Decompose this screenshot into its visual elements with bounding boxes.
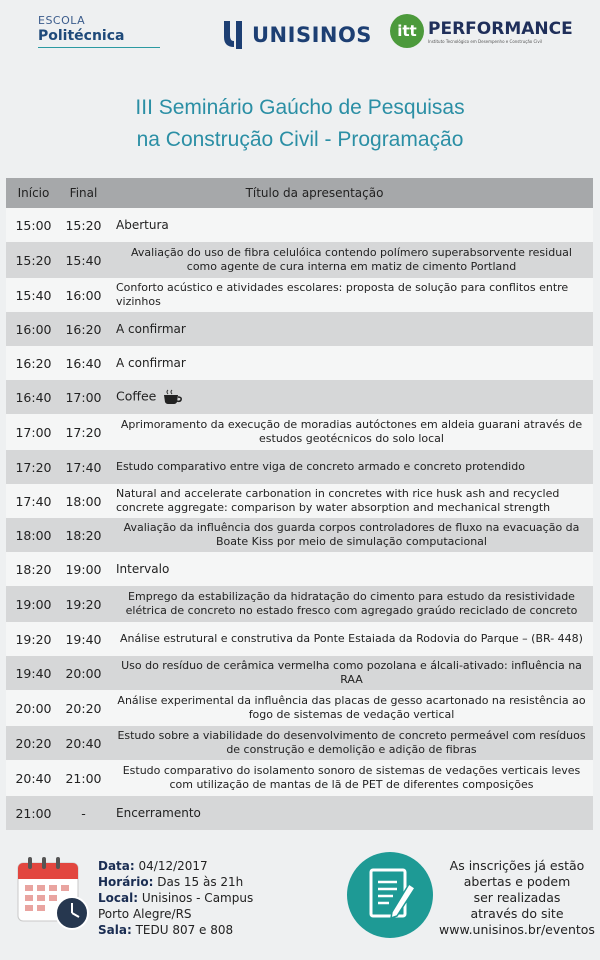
signup-line-4: através do site xyxy=(470,906,564,921)
title-line-1: III Seminário Gaúcho de Pesquisas xyxy=(135,96,465,119)
table-row xyxy=(6,726,593,760)
table-row xyxy=(6,796,593,830)
itt-logo-icon: itt xyxy=(390,14,424,48)
row-title xyxy=(106,460,593,474)
row-start-time: 19:20 xyxy=(15,631,52,647)
row-start-time: 17:40 xyxy=(15,493,52,509)
row-end-time: 19:20 xyxy=(65,596,102,612)
escola-politecnica-logo xyxy=(38,14,124,45)
table-header xyxy=(6,178,593,208)
row-start-time: 17:00 xyxy=(15,424,52,440)
title-line-2: na Construção Civil - Programação xyxy=(136,128,464,151)
place-value: Unisinos - Campus xyxy=(141,891,254,905)
row-start-time: 16:00 xyxy=(15,321,52,337)
row-start-time: 15:00 xyxy=(15,217,52,233)
table-row xyxy=(6,656,593,690)
row-title-text: Intervalo xyxy=(116,562,170,576)
row-end-time: 20:00 xyxy=(65,665,102,681)
row-start-time: 20:20 xyxy=(15,735,52,751)
row-title xyxy=(106,246,593,274)
header-title: Título da apresentação xyxy=(245,186,384,200)
row-end-time: 21:00 xyxy=(65,770,102,786)
row-title-text: Coffee xyxy=(116,388,157,404)
row-title xyxy=(106,389,593,405)
table-row xyxy=(6,760,593,796)
table-row xyxy=(6,312,593,346)
row-start-time: 17:20 xyxy=(15,459,52,475)
table-row xyxy=(6,484,593,518)
row-title xyxy=(106,281,593,309)
row-end-time: 18:00 xyxy=(65,493,102,509)
row-title xyxy=(106,218,593,232)
row-title-text: Análise experimental da influência das placas de gesso acartonado na resistência ao fogo de sistemas de vedação vertical xyxy=(117,694,586,721)
row-title xyxy=(106,590,593,618)
row-start-time: 20:40 xyxy=(15,770,52,786)
row-title xyxy=(106,729,593,757)
unisinos-logo xyxy=(222,18,372,52)
header-start: Início xyxy=(17,186,50,200)
row-title xyxy=(106,764,593,792)
unisinos-mark-icon xyxy=(222,19,248,51)
signup-url-link[interactable]: www.unisinos.br/eventos xyxy=(439,922,595,937)
table-row xyxy=(6,552,593,586)
table-row xyxy=(6,586,593,622)
row-end-time: 16:00 xyxy=(65,287,102,303)
row-title-text: Estudo comparativo entre viga de concreto armado e concreto protendido xyxy=(116,460,525,473)
header-end: Final xyxy=(69,186,98,200)
coffee-cup-icon xyxy=(162,389,184,405)
date-label: Data: xyxy=(98,859,135,873)
row-start-time: 21:00 xyxy=(15,805,52,821)
row-end-time: 17:20 xyxy=(65,424,102,440)
table-row xyxy=(6,346,593,380)
event-info xyxy=(98,858,253,938)
row-title xyxy=(106,418,593,446)
row-title-text: Avaliação da influência dos guarda corpos controladores de fluxo na evacuação da Boate Kiss por meio de simulação computacional xyxy=(123,521,580,548)
row-title xyxy=(106,659,593,687)
date-value: 04/12/2017 xyxy=(138,859,208,873)
page-title xyxy=(0,92,600,156)
unisinos-text: UNISINOS xyxy=(252,23,372,47)
row-start-time: 19:40 xyxy=(15,665,52,681)
row-end-time: 16:40 xyxy=(65,355,102,371)
escola-underline xyxy=(38,47,160,48)
table-row xyxy=(6,208,593,242)
row-end-time: - xyxy=(81,805,86,821)
row-start-time: 18:20 xyxy=(15,561,52,577)
table-row xyxy=(6,414,593,450)
escola-label: ESCOLA xyxy=(38,14,86,27)
row-title xyxy=(106,322,593,336)
politecnica-label: Politécnica xyxy=(38,28,125,44)
registration-document-icon xyxy=(347,852,433,938)
row-start-time: 19:00 xyxy=(15,596,52,612)
table-row xyxy=(6,518,593,552)
row-start-time: 18:00 xyxy=(15,527,52,543)
row-end-time: 15:40 xyxy=(65,252,102,268)
row-start-time: 16:20 xyxy=(15,355,52,371)
row-title-text: Uso do resíduo de cerâmica vermelha como pozolana e álcali-ativado: influência na RAA xyxy=(121,659,582,686)
row-title-text: A confirmar xyxy=(116,356,186,370)
row-title-text: Aprimoramento da execução de moradias autóctones em aldeia guarani através de estudos geotécnicos do solo local xyxy=(120,418,583,445)
row-title-text: Emprego da estabilização da hidratação do cimento para estudo da resistividade elétrica de concreto no estado fresco com agregado graúdo reciclado de concreto xyxy=(125,590,578,617)
row-title xyxy=(106,632,593,646)
row-title xyxy=(106,487,593,515)
table-body xyxy=(6,208,593,830)
row-title xyxy=(106,806,593,820)
row-end-time: 17:00 xyxy=(65,389,102,405)
row-end-time: 17:40 xyxy=(65,459,102,475)
row-start-time: 15:20 xyxy=(15,252,52,268)
row-title-text: Natural and accelerate carbonation in concretes with rice husk ash and recycled concrete aggregate: comparison by water absorption and mechanical strength xyxy=(116,487,560,514)
time-label: Horário: xyxy=(98,875,154,889)
performance-subtitle: Instituto Tecnológico em Desempenho e Construção Civil xyxy=(428,38,543,44)
signup-text xyxy=(432,858,600,938)
row-title-text: Avaliação do uso de fibra celulóica contendo polímero superabsorvente residual como agente de cura interna em matiz de cimento Portland xyxy=(131,246,572,273)
header xyxy=(0,0,600,70)
schedule-table xyxy=(6,178,593,830)
row-end-time: 15:20 xyxy=(65,217,102,233)
room-label: Sala: xyxy=(98,923,132,937)
table-row xyxy=(6,278,593,312)
signup-line-1: As inscrições já estão xyxy=(449,858,585,873)
place-label: Local: xyxy=(98,891,139,905)
row-title-text: A confirmar xyxy=(116,322,186,336)
document-pen-icon xyxy=(347,852,433,938)
table-row xyxy=(6,450,593,484)
performance-text: PERFORMANCE xyxy=(428,18,573,39)
time-value: Das 15 às 21h xyxy=(157,875,244,889)
row-title-text: Conforto acústico e atividades escolares: proposta de solução para conflitos entre vizinhos xyxy=(116,281,569,308)
row-title-text: Encerramento xyxy=(116,806,201,820)
row-title xyxy=(106,562,593,576)
signup-line-3: ser realizadas xyxy=(473,890,561,905)
row-title xyxy=(106,694,593,722)
row-title xyxy=(106,521,593,549)
row-title-text: Análise estrutural e construtiva da Ponte Estaiada da Rodovia do Parque – (BR- 448) xyxy=(120,632,583,645)
itt-performance-logo xyxy=(390,14,573,48)
row-start-time: 20:00 xyxy=(15,700,52,716)
signup-line-2: abertas e podem xyxy=(463,874,571,889)
room-value: TEDU 807 e 808 xyxy=(135,923,234,937)
city-value: Porto Alegre/RS xyxy=(98,907,192,921)
calendar-clock-icon xyxy=(16,855,90,931)
row-end-time: 20:40 xyxy=(65,735,102,751)
row-end-time: 19:00 xyxy=(65,561,102,577)
footer xyxy=(0,838,600,960)
table-row xyxy=(6,380,593,414)
row-title-text: Estudo sobre a viabilidade do desenvolvimento de concreto permeável com resíduos de construção e demolição e adição de fibras xyxy=(117,729,586,756)
row-start-time: 16:40 xyxy=(15,389,52,405)
row-title-text: Abertura xyxy=(116,218,169,232)
row-end-time: 20:20 xyxy=(65,700,102,716)
row-title xyxy=(106,356,593,370)
table-row xyxy=(6,242,593,278)
row-end-time: 18:20 xyxy=(65,527,102,543)
table-row xyxy=(6,690,593,726)
table-row xyxy=(6,622,593,656)
row-end-time: 19:40 xyxy=(65,631,102,647)
row-start-time: 15:40 xyxy=(15,287,52,303)
row-title-text: Estudo comparativo do isolamento sonoro de sistemas de vedações verticais leves com utilização de mantas de lã de PET de diferentes composições xyxy=(122,764,581,791)
row-end-time: 16:20 xyxy=(65,321,102,337)
